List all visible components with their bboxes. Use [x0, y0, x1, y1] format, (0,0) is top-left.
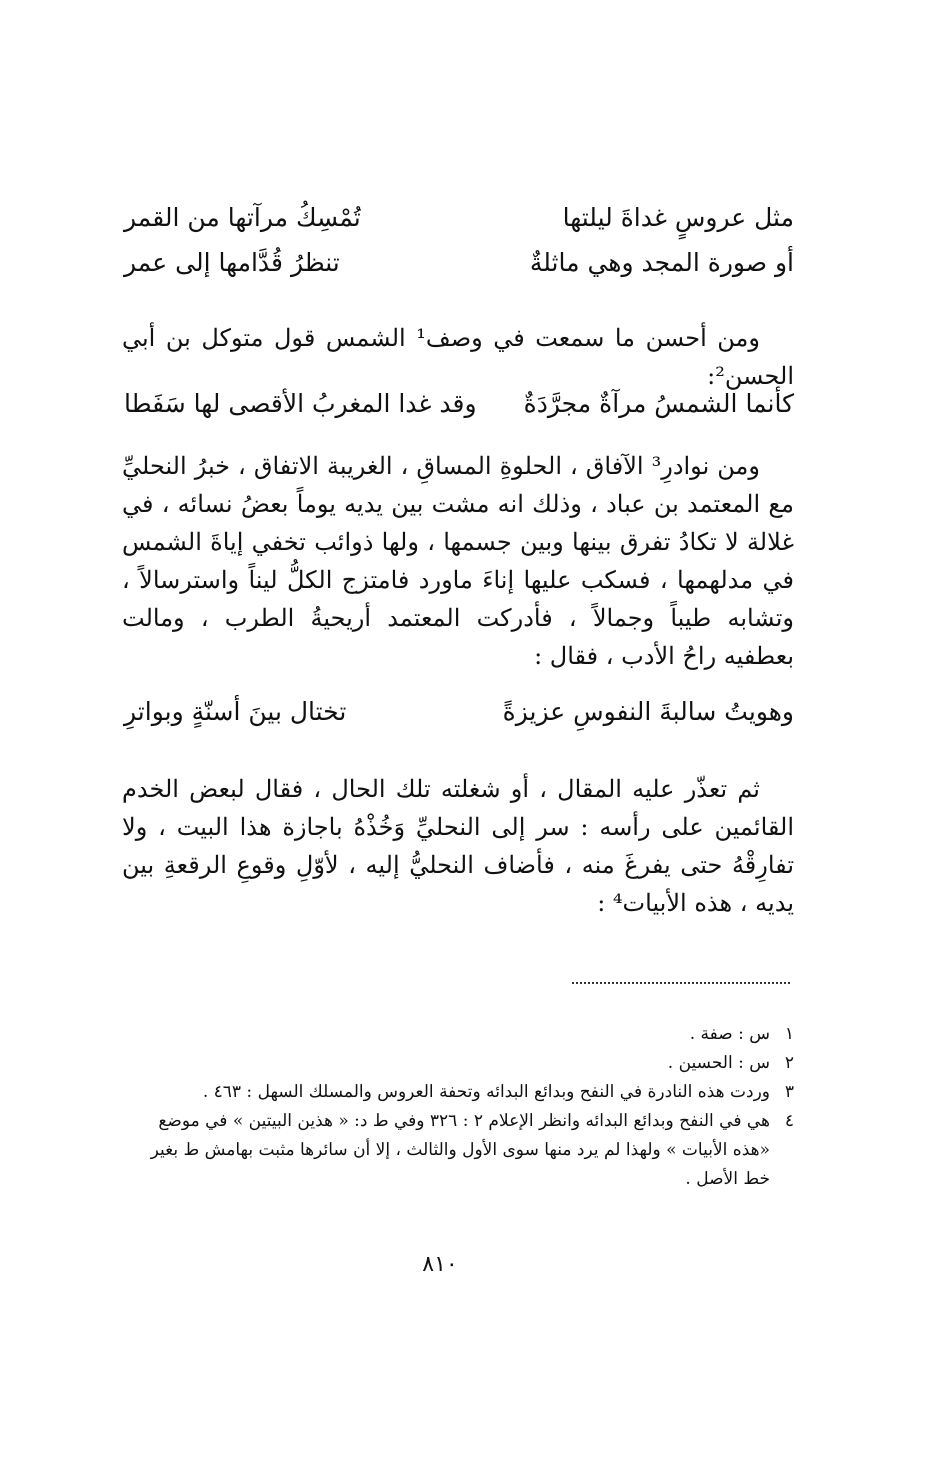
footnote-text: هي في النفح وبدائع البدائه وانظر الإعلام ٢ : ٣٢٦ وفي ط د: « هذين البيتين » في موضع «هذه الأبيات » ولهذا لم يرد منها سوى الأول والثالث ، إلا أن سائرها مثبت بهامش ط بغير خط الأصل .: [150, 1111, 770, 1189]
footnote-text: س : الحسين .: [667, 1053, 770, 1073]
paragraph-text: ومن نوادرِ³ الآفاق ، الحلوةِ المساقِ ، الغريبة الاتفاق ، خبرُ النحليِّ مع المعتمد بن عباد ، وذلك انه مشت بين يديه يوماً بعضُ نسائه ، في غلالة لا تكادُ تفرق بينها وبين جسمها ، ولها ذوائب تخفي إياةَ الشمس في مدلهمها ، فسكب عليها إناءَ ماورد فامتزج الكلُّ ليناً واسترسالاً ، وتشابه طيباً وجمالاً ، فأدركت المعتمد أريحيةُ الطرب ، ومالت بعطفيه راحُ الأدب ، فقال :: [122, 452, 794, 670]
paragraph-intro-sun: [122, 319, 794, 395]
paragraph-text: ومن أحسن ما سمعت في وصف¹ الشمس قول متوكل بن أبي الحسن²:: [122, 324, 794, 390]
footnote-item: [134, 1078, 794, 1107]
verse-hemistich-second: تُمْسِكُ مرآتها من القمر: [124, 203, 361, 232]
footnote-text: وردت هذه النادرة في النفح وبدائع البدائه وتحفة العروس والمسلك السهل : ٤٦٣ .: [202, 1082, 770, 1102]
footnote-text: س : صفة .: [689, 1024, 770, 1044]
paragraph-continuation: [122, 770, 794, 922]
footnote-number: ١: [784, 1024, 794, 1044]
mutamid-verse: [124, 697, 794, 737]
footnote-divider: [572, 982, 790, 984]
verse-hemistich-second: تنظرُ قُدَّامها إلى عمر: [124, 248, 340, 277]
footnote-number: ٤: [784, 1111, 794, 1131]
sun-verse: [124, 389, 794, 429]
footnote-number: ٣: [784, 1082, 794, 1102]
poem1-verse2: [124, 248, 794, 288]
verse-hemistich-first: مثل عروسٍ غداةَ ليلتها: [562, 203, 794, 232]
verse-hemistich-first: أو صورة المجد وهي ماثلةٌ: [529, 248, 794, 277]
verse-hemistich-second: وقد غدا المغربُ الأقصى لها سَفَطا: [124, 389, 477, 418]
footnote-item: [134, 1107, 794, 1194]
verse-hemistich-first: كأنما الشمسُ مرآةٌ مجرَّدَةٌ: [523, 389, 794, 418]
footnote-item: [134, 1049, 794, 1078]
poem1-verse1: [124, 203, 794, 243]
page-number: ٨١٠: [422, 1252, 458, 1277]
footnote-number: ٢: [784, 1053, 794, 1073]
paragraph-anecdote: [122, 447, 794, 675]
verse-hemistich-first: وهويتُ سالبةَ النفوسِ عزيزةً: [502, 697, 794, 726]
paragraph-text: ثم تعذّر عليه المقال ، أو شغلته تلك الحال ، فقال لبعض الخدم القائمين على رأسه : سر إلى النحليِّ وَخُذْهُ باجازة هذا البيت ، ولا تفارِقْهُ حتى يفرغَ منه ، فأضاف النحليُّ إليه ، لأوّلِ وقوعِ الرقعةِ بين يديه ، هذه الأبيات⁴ :: [122, 775, 794, 917]
footnote-item: [134, 1020, 794, 1049]
verse-hemistich-second: تختال بينَ أسنّةٍ وبواترِ: [124, 697, 347, 726]
footnotes: [134, 1020, 794, 1194]
